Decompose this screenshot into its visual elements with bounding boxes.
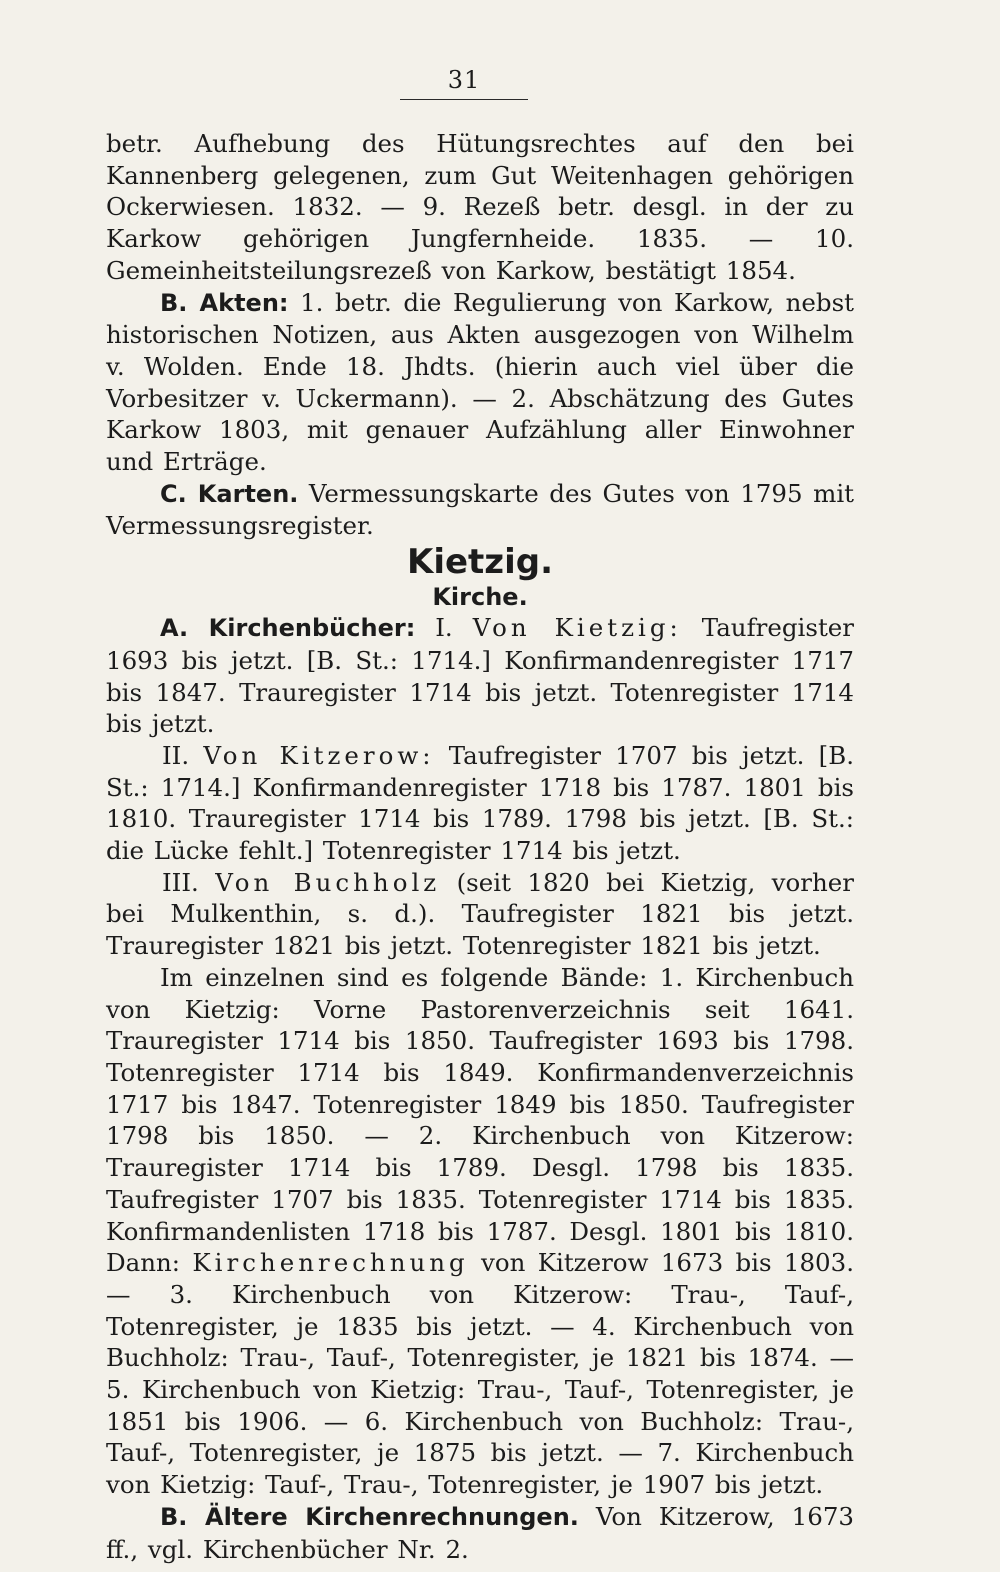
- kb-p3-place: Von Buchholz: [215, 867, 441, 897]
- kirchenbuecher-paragraph-2: [106, 740, 854, 867]
- volumes-spaced-word: Kirchenrechnung: [192, 1248, 469, 1278]
- kb-p2-text: Taufregister 1707 bis jetzt. [B. St.: 1714.] Konfirmandenregister 1718 bis 1787. 1801 bis 1810. Trauregister 1714 bis 1789. 1798 bis jetzt. [B. St.: die Lücke fehlt.] Totenregister 1714 bis jetzt.: [106, 740, 854, 866]
- place-heading: Kietzig.: [406, 542, 553, 583]
- rechnungen-paragraph: [106, 1501, 854, 1565]
- kb-p2-prefix: II.: [162, 740, 204, 770]
- kb-p1-text: Taufregister 1693 bis jetzt. [B. St.: 1714.] Konfirmandenregister 1717 bis 1847. Trauregister 1714 bis jetzt. Totenregister 1714 bis jetzt.: [106, 613, 855, 739]
- karten-label: C. Karten.: [160, 479, 299, 508]
- body-text: [106, 128, 854, 1565]
- rechnungen-text: Von Kitzerow, 1673 ff., vgl. Kirchenbücher Nr. 2.: [106, 1501, 854, 1564]
- kb-p1-place: Von Kietzig:: [472, 613, 682, 643]
- volumes-paragraph: [106, 962, 854, 1501]
- karten-text: Vermessungskarte des Gutes von 1795 mit Vermessungsregister.: [106, 478, 854, 541]
- akten-paragraph: [106, 287, 854, 478]
- kirchenbuecher-paragraph-1: [106, 612, 854, 740]
- akten-label: B. Akten:: [160, 288, 289, 317]
- kirchenbuecher-paragraph-3: [106, 867, 854, 962]
- kb-p2-place: Von Kitzerow:: [203, 740, 435, 770]
- kb-p1-prefix: I.: [415, 613, 473, 643]
- kb-p3-prefix: III.: [162, 867, 216, 897]
- akten-text: 1. betr. die Regulierung von Karkow, nebst historischen Notizen, aus Akten ausgezogen von Wilhelm v. Wolden. Ende 18. Jhdts. (hierin auch viel über die Vorbesitzer v. Uckermann). — 2. Abschätzung des Gutes Karkow 1803, mit genauer Aufzählung aller Einwohner und Erträge.: [106, 287, 854, 477]
- church-heading: Kirche.: [432, 583, 528, 612]
- rechnungen-label: B. Ältere Kirchenrechnungen.: [160, 1502, 579, 1531]
- volumes-text-after: von Kitzerow 1673 bis 1803. — 3. Kirchenbuch von Kitzerow: Trau-, Tauf-, Totenregister, je 1835 bis jetzt. — 4. Kirchenbuch von Buchholz: Trau-, Tauf-, Totenregister, je 1821 bis 1874. — 5. Kirchenbuch von Kietzig: Trau-, Tauf-, Totenregister, je 1851 bis 1906. — 6. Kirchenbuch von Buchholz: Trau-, Tauf-, Totenregister, je 1875 bis jetzt. — 7. Kirchenbuch von Kietzig: Tauf-, Trau-, Totenregister, je 1907 bis jetzt.: [106, 1248, 854, 1500]
- volumes-text-before: Im einzelnen sind es folgende Bände: 1. Kirchenbuch von Kietzig: Vorne Pastorenverzeichnis seit 1641. Trauregister 1714 bis 1850. Taufregister 1693 bis 1798. Totenregister 1714 bis 1849. Konfirmandenverzeichnis 1717 bis 1847. Totenregister 1849 bis 1850. Taufregister 1798 bis 1850. — 2. Kirchenbuch von Kitzerow: Trauregister 1714 bis 1789. Desgl. 1798 bis 1835. Taufregister 1707 bis 1835. Totenregister 1714 bis 1835. Konfirmandenlisten 1718 bis 1787. Desgl. 1801 bis 1810. Dann:: [106, 962, 854, 1278]
- top-paragraph: betr. Aufhebung des Hütungsrechtes auf den bei Kannenberg gelegenen, zum Gut Weitenhagen gehörigen Ockerwiesen. 1832. — 9. Rezeß betr. desgl. in der zu Karkow gehörigen Jungfernheide. 1835. — 10. Gemeinheitsteilungsrezeß von Karkow, bestätigt 1854.: [106, 129, 854, 285]
- kirchenbuecher-label: A. Kirchenbücher:: [160, 614, 416, 643]
- karten-paragraph: [106, 478, 854, 542]
- kb-p3-text: (seit 1820 bei Kietzig, vorher bei Mulkenthin, s. d.). Taufregister 1821 bis jetzt. Trauregister 1821 bis jetzt. Totenregister 1821 bis jetzt.: [106, 867, 854, 961]
- header-rule: [400, 99, 528, 100]
- page-number: 31: [447, 66, 481, 94]
